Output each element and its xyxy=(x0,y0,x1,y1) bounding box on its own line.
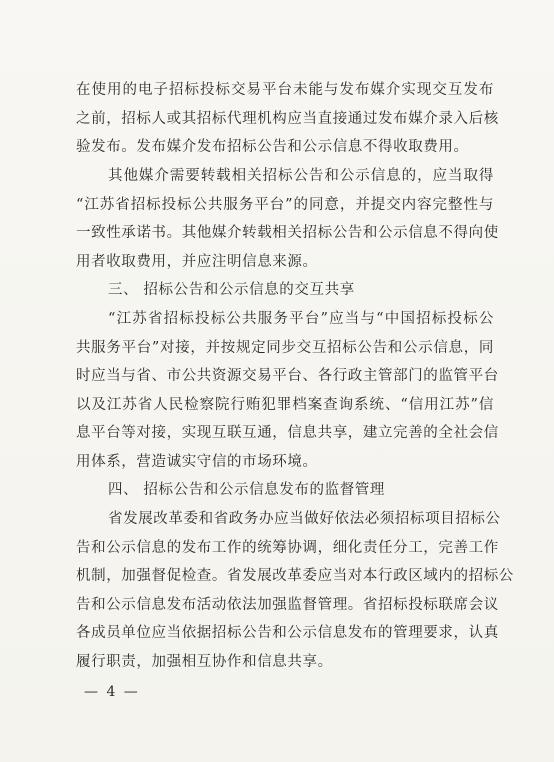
text-line: 告和公示信息发布活动依法加强监督管理。省招标投标联席会议 xyxy=(76,596,499,613)
text-line: 一致性承诺书。其他媒介转载相关招标公告和公示信息不得向使 xyxy=(76,225,499,242)
paragraph-other-media xyxy=(76,162,499,276)
text-line: “江苏省招标投标公共服务平台”的同意，并提交内容完整性与 xyxy=(76,196,494,213)
paragraph-publication-media xyxy=(76,76,499,162)
text-line: 时应当与省、市公共资源交易平台、各行政主管部门的监管平台 xyxy=(76,368,499,385)
text-line: 其他媒介需要转载相关招标公告和公示信息的，应当取得 xyxy=(108,168,494,184)
text-line: 验发布。发布媒介发布招标公告和公示信息不得收取费用。 xyxy=(76,139,469,156)
text-line: 以及江苏省人民检察院行贿犯罪档案查询系统、“信用江苏”信 xyxy=(76,396,494,413)
heading-text: 三、 招标公告和公示信息的交互共享 xyxy=(108,282,355,298)
text-line: 机制，加强督促检查。省发展改革委应当对本行政区域内的招标公 xyxy=(76,568,514,585)
text-line: 之前，招标人或其招标代理机构应当直接通过发布媒介录入后核 xyxy=(76,110,499,127)
text-line: 共服务平台”对接，并按规定同步交互招标公告和公示信息，同 xyxy=(76,339,494,356)
section-heading-four xyxy=(76,476,494,505)
text-line: 省发展改革委和省政务办应当做好依法必须招标项目招标公 xyxy=(108,511,501,527)
text-line: “江苏省招标投标公共服务平台”应当与“中国招标投标公 xyxy=(108,311,494,327)
text-line: 用者收取费用，并应注明信息来源。 xyxy=(76,253,318,270)
text-line: 用体系，营造诚实守信的市场环境。 xyxy=(76,453,318,470)
heading-text: 四、 招标公告和公示信息发布的监督管理 xyxy=(108,482,386,498)
page-number: — 4 — xyxy=(84,684,140,700)
paragraph-supervision xyxy=(76,505,514,677)
text-line: 告和公示信息的发布工作的统筹协调，细化责任分工，完善工作 xyxy=(76,539,499,556)
text-line: 履行职责，加强相互协作和信息共享。 xyxy=(76,653,333,670)
text-line: 息平台等对接，实现互联互通，信息共享，建立完善的全社会信 xyxy=(76,425,499,442)
paragraph-interaction-sharing xyxy=(76,305,499,477)
text-line: 各成员单位应当依据招标公告和公示信息发布的管理要求，认真 xyxy=(76,625,499,642)
section-heading-three xyxy=(76,276,494,305)
text-line: 在使用的电子招标投标交易平台未能与发布媒介实现交互发布 xyxy=(76,82,494,98)
